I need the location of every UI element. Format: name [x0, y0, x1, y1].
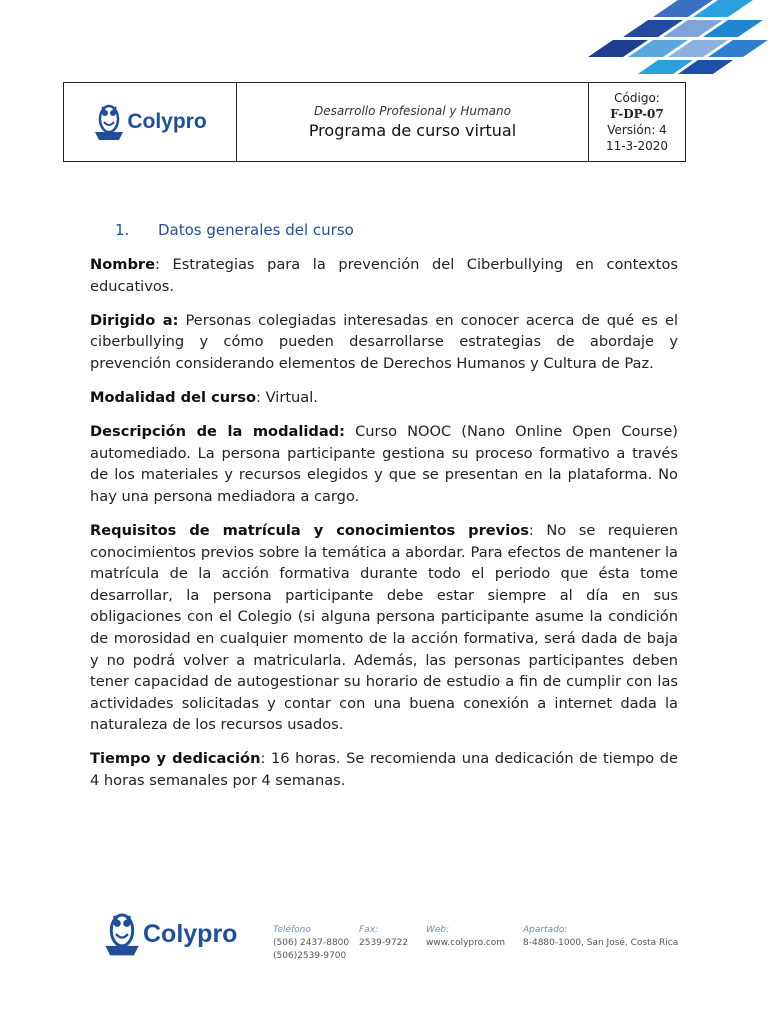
section-title: Datos generales del curso [158, 221, 354, 239]
code-label: Código: [614, 91, 660, 105]
header-logo-cell [64, 83, 237, 161]
field-text: No se requieren conocimientos previos sobre la temática a abordar. Para efectos de mantener la matrícula de la acción formativa durante todo el periodo que ésta tome desarrollar, la persona participante debe estar siempre al día en sus obligaciones con el Colegio (si alguna persona participante asume la condición de morosidad en cualquier momento de la acción formativa, será dada de baja y no podrá volver a matricularla. Además, las personas participantes deben tener capacidad de autogestionar su horario de estudio a fin de cumplir con las actividades solicitadas y contar con una buena conexión a internet dada la naturaleza de los recursos usados. [90, 521, 678, 734]
web: www.colypro.com [426, 938, 506, 948]
field-sep: : [256, 388, 266, 406]
header-code-cell [589, 83, 685, 161]
field-text: 16 horas. Se recomienda una dedicación de tiempo de 4 horas semanales por 4 semanas. [90, 750, 678, 789]
owl-icon [93, 102, 125, 142]
footer-fax [359, 924, 426, 963]
field-requisitos [90, 520, 678, 736]
field-sep: : [155, 256, 173, 273]
corner-decoration [578, 0, 768, 85]
field-sep [178, 312, 185, 329]
footer-web [426, 924, 523, 963]
owl-icon [103, 910, 141, 958]
field-label: Requisitos de matrícula y conocimientos previos [90, 521, 529, 539]
header-title: Programa de curso virtual [308, 121, 517, 140]
section-number: 1. [115, 221, 130, 239]
phone-1: (506) 2437-8800 [273, 938, 350, 948]
field-text: Estrategias para la prevención del Ciberbullying en contextos educativos. [90, 256, 679, 295]
field-label: Descripción de la modalidad: [90, 423, 345, 441]
header-title-cell [237, 83, 589, 161]
field-sep: : [528, 521, 547, 539]
footer-phone [273, 924, 359, 963]
po-label: Apartado: [523, 925, 568, 935]
version: Versión: 4 [607, 123, 667, 137]
logo-text: Colypro [143, 919, 238, 948]
header-table [63, 82, 686, 162]
field-sep [345, 423, 355, 440]
field-modalidad [90, 387, 678, 409]
web-label: Web: [426, 925, 450, 935]
field-dirigido [90, 310, 678, 375]
field-label: Nombre [90, 256, 155, 273]
field-text: Curso NOOC (Nano Online Open Course) automediado. La persona participante gestiona su proceso formativo a través de los materiales y recursos elegidos y que se presentan en la plataforma. No hay una persona mediadora a cargo. [90, 423, 678, 505]
po: 8-4880-1000, San José, Costa Rica [523, 938, 679, 948]
footer [103, 910, 703, 965]
field-tiempo [90, 748, 678, 791]
fax-label: Fax: [359, 925, 379, 935]
phone-2: (506)2539-9700 [273, 951, 347, 961]
logo-text: Colypro [127, 110, 207, 133]
field-label: Tiempo y dedicación [90, 750, 261, 768]
footer-contact [273, 924, 693, 963]
fax: 2539-9722 [359, 938, 409, 948]
field-label: Dirigido a: [90, 311, 179, 329]
section-heading [115, 221, 354, 239]
field-text: Personas colegiadas interesadas en conocer acerca de qué es el ciberbullying y cómo pueden desarrollarse estrategias de abordaje y prevención considerando elementos de Derechos Humanos y Cultura de Paz. [90, 311, 678, 372]
field-sep: : [260, 750, 271, 768]
field-descripcion [90, 421, 678, 507]
field-text: Virtual. [265, 388, 318, 406]
footer-po [523, 924, 693, 963]
code-value: F-DP-07 [610, 107, 664, 121]
doc-date: 11-3-2020 [605, 139, 669, 153]
footer-logo [103, 910, 237, 958]
field-nombre [90, 254, 678, 297]
course-details [90, 254, 678, 804]
header-subtitle: Desarrollo Profesional y Humano [314, 104, 511, 118]
field-label: Modalidad del curso [90, 388, 257, 406]
phone-label: Teléfono [273, 925, 311, 935]
colypro-logo [93, 102, 206, 142]
